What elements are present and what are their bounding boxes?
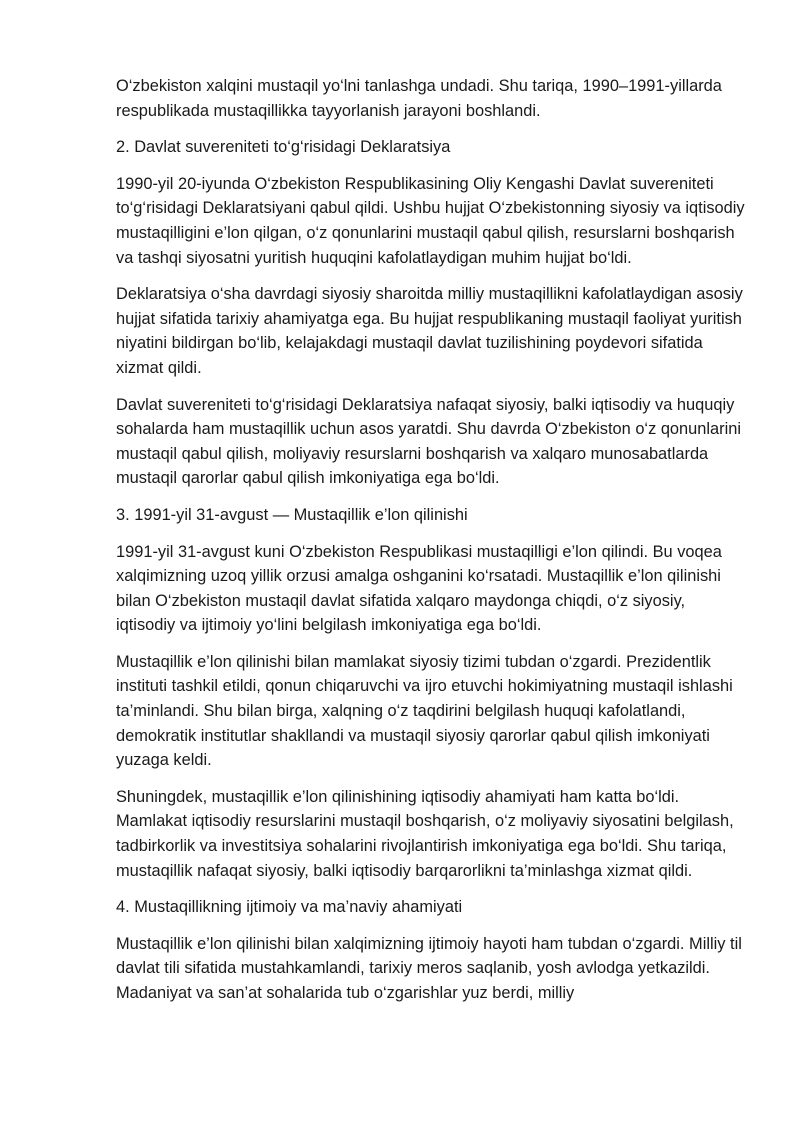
paragraph: Mustaqillik e’lon qilinishi bilan mamlakat siyosiy tizimi tubdan o‘zgardi. Prezidentlik instituti tashkil etildi, qonun chiqaruvchi va ijro etuvchi hokimiyatning mustaqil ishlashi ta’minlandi. Shu bilan birga, xalqning o‘z taqdirini belgilash huquqi kafolatlandi, demokratik institutlar shakllandi va mustaqil siyosiy qarorlar qabul qilish imkoniyati yuzaga keldi. [116, 652, 733, 770]
paragraph: 1991-yil 31-avgust kuni O‘zbekiston Respublikasi mustaqilligi e’lon qilindi. Bu voqea xalqimizning uzoq yillik orzusi amalga oshganini ko‘rsatadi. Mustaqillik e’lon qilinishi bilan O‘zbekiston mustaqil davlat sifatida xalqaro maydonga chiqdi, o‘z siyosiy, iqtisodiy va ijtimoiy yo‘lini belgilash imkoniyatiga ega bo‘ldi. [116, 542, 722, 635]
section-heading: 4. Mustaqillikning ijtimoiy va ma’naviy ahamiyati [116, 898, 463, 917]
paragraph: Deklaratsiya o‘sha davrdagi siyosiy sharoitda milliy mustaqillikni kafolatlaydigan asosiy hujjat sifatida tarixiy ahamiyatga ega. Bu hujjat respublikaning mustaqil faoliyat yuritish niyatini bildirgan bo‘lib, kelajakdagi mustaqil davlat tuzilishining poydevori sifatida xizmat qildi. [116, 285, 743, 377]
paragraph: Davlat suvereniteti to‘g‘risidagi Deklaratsiya nafaqat siyosiy, balki iqtisodiy va huquqiy sohalarda ham mustaqillik uchun asos yaratdi. Shu davrda O‘zbekiston o‘z qonunlarini mustaqil qabul qilish, moliyaviy resurslarni boshqarish va xalqaro munosabatlarda mustaqil qarorlar qabul qilish imkoniyatiga ega bo‘ldi. [116, 395, 742, 488]
paragraph: Mustaqillik e’lon qilinishi bilan xalqimizning ijtimoiy hayoti ham tubdan o‘zgardi. Milliy til davlat tili sifatida mustahkamlandi, tarixiy meros saqlanib, yosh avlodga yetkazildi. Madaniyat va san’at sohalarida tub o‘zgarishlar yuz berdi, milliy [116, 934, 742, 1002]
paragraph: O‘zbekiston xalqini mustaqil yo‘lni tanlashga undadi. Shu tariqa, 1990–1991-yillarda respublikada mustaqillikka tayyorlanish jarayoni boshlandi. [116, 77, 722, 120]
section-heading: 3. 1991-yil 31-avgust — Mustaqillik e’lon qilinishi [116, 505, 468, 524]
section-heading: 2. Davlat suvereniteti to‘g‘risidagi Deklaratsiya [116, 138, 451, 157]
paragraph: 1990-yil 20-iyunda O‘zbekiston Respublikasining Oliy Kengashi Davlat suvereniteti to‘g‘risidagi Deklaratsiyani qabul qildi. Ushbu hujjat O‘zbekistonning siyosiy va iqtisodiy mustaqilligini e’lon qilgan, o‘z qonunlarini mustaqil qabul qilish, resurslarni boshqarish va tashqi siyosatni yuritish huquqini kafolatlaydigan muhim hujjat bo‘ldi. [116, 174, 745, 267]
document-page [116, 74, 746, 1018]
paragraph: Shuningdek, mustaqillik e’lon qilinishining iqtisodiy ahamiyati ham katta bo‘ldi. Mamlakat iqtisodiy resurslarini mustaqil boshqarish, o‘z moliyaviy siyosatini belgilash, tadbirkorlik va investitsiya sohalarini rivojlantirish imkoniyatiga ega bo‘ldi. Shu tariqa, mustaqillik nafaqat siyosiy, balki iqtisodiy barqarorlikni ta’minlashga xizmat qildi. [116, 787, 734, 880]
